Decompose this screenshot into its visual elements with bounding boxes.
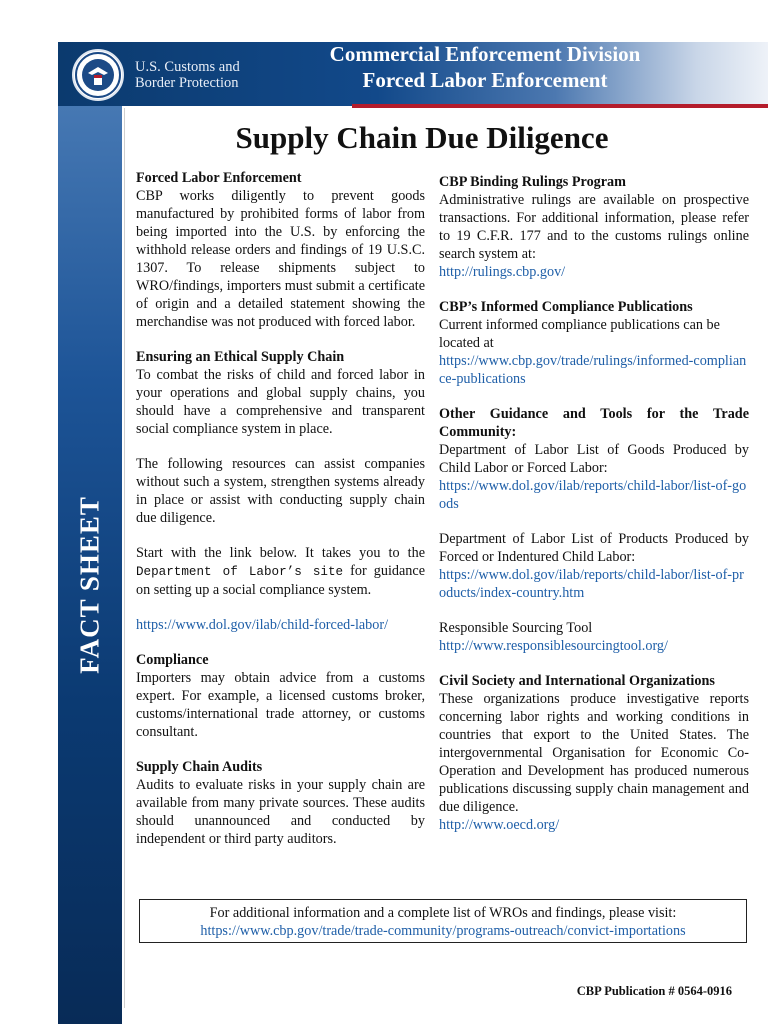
section-body-ethical-2: The following resources can assist companies without such a system, strengthen systems already in place or assist with conducting supply chain due diligence. <box>136 456 425 526</box>
responsible-sourcing-text: Responsible Sourcing Tool <box>439 620 593 636</box>
ethical-3-prefix: Start with the link below. It takes you to the <box>136 545 425 561</box>
section-body-civil-society: These organizations produce investigative reports concerning labor rights and working conditions in countries that export to the United States. The intergovernmental Organisation for Economic Co-Operation and Development has produced numerous publications discussing supply chain management and due diligence. <box>439 691 749 815</box>
section-body-ethical-3 <box>136 544 425 599</box>
dhs-seal-icon <box>72 49 124 101</box>
responsible-sourcing-link[interactable]: http://www.responsiblesourcingtool.org/ <box>439 638 668 654</box>
publication-number: CBP Publication # 0564-0916 <box>576 984 732 998</box>
section-body-forced-labor: CBP works diligently to prevent goods manufactured by prohibited forms of labor from being imported into the U.S. by enforcing the withhold release orders and findings of 19 U.S.C. 1307. To release shipments subject to WRO/findings, importers must submit a certificate of origin and a detailed statement showing the merchandise was not produced with forced labor. <box>136 188 425 330</box>
dol-site-reference: Department of Labor’s site <box>136 565 344 579</box>
section-heading-forced-labor: Forced Labor Enforcement <box>136 170 302 186</box>
section-heading-audits: Supply Chain Audits <box>136 759 263 775</box>
section-heading-compliance: Compliance <box>136 652 209 668</box>
section-heading-informed-compliance: CBP’s Informed Compliance Publications <box>439 299 693 315</box>
dol-goods-list-link[interactable]: https://www.dol.gov/ilab/reports/child-labor/list-of-goods <box>439 478 747 512</box>
oecd-link[interactable]: http://www.oecd.org/ <box>439 817 560 833</box>
section-heading-ethical: Ensuring an Ethical Supply Chain <box>136 349 345 365</box>
informed-compliance-link[interactable]: https://www.cbp.gov/trade/rulings/informed-compliance-publications <box>439 353 747 387</box>
dol-products-list-link[interactable]: https://www.dol.gov/ilab/reports/child-labor/list-of-products/index-country.htm <box>439 567 744 601</box>
program-title: Forced Labor Enforcement <box>362 68 608 92</box>
section-body-audits: Audits to evaluate risks in your supply chain are available from many private sources. These audits should unannounced and conducted by independent or third party auditors. <box>136 777 425 847</box>
section-heading-civil-society: Civil Society and International Organizations <box>439 673 715 689</box>
right-column <box>439 173 749 834</box>
additional-info-box <box>139 899 747 943</box>
dol-goods-list-text: Department of Labor List of Goods Produced by Child Labor or Forced Labor: <box>439 442 749 476</box>
rulings-link[interactable]: http://rulings.cbp.gov/ <box>439 264 566 280</box>
agency-name <box>135 59 240 91</box>
page-title: Supply Chain Due Diligence <box>235 120 609 155</box>
left-column <box>136 169 425 848</box>
ethical-3-suffix: for guidance on setting up a social compliance system. <box>136 563 425 598</box>
section-body-binding-rulings: Administrative rulings are available on prospective transactions. For additional information, please refer to 19 C.F.R. 177 and to the customs rulings online search system at: <box>439 192 749 262</box>
section-heading-binding-rulings: CBP Binding Rulings Program <box>439 174 626 190</box>
dol-child-forced-labor-link[interactable]: https://www.dol.gov/ilab/child-forced-labor/ <box>136 617 389 633</box>
agency-line-1: U.S. Customs and <box>135 59 240 75</box>
section-body-ethical-1: To combat the risks of child and forced labor in your operations and global supply chains, you should have a comprehensive and transparent social compliance system in place. <box>136 367 425 437</box>
header-accent-line <box>352 104 768 108</box>
fact-sheet-label: FACT SHEET <box>74 496 105 674</box>
sidebar-divider <box>124 108 125 1008</box>
section-body-informed-compliance: Current informed compliance publications can be located at <box>439 317 720 351</box>
division-title: Commercial Enforcement Division <box>329 42 641 66</box>
additional-info-text: For additional information and a complete list of WROs and findings, please visit: <box>209 905 677 921</box>
convict-importations-link[interactable]: https://www.cbp.gov/trade/trade-community/programs-outreach/convict-importations <box>200 923 686 939</box>
section-heading-other-guidance: Other Guidance and Tools for the Trade Community: <box>439 406 749 440</box>
section-body-compliance: Importers may obtain advice from a customs expert. For example, a licensed customs broker, customs/international trade attorney, or customs consultant. <box>136 670 425 740</box>
agency-line-2: Border Protection <box>135 75 239 91</box>
dol-products-list-text: Department of Labor List of Products Produced by Forced or Indentured Child Labor: <box>439 531 749 565</box>
